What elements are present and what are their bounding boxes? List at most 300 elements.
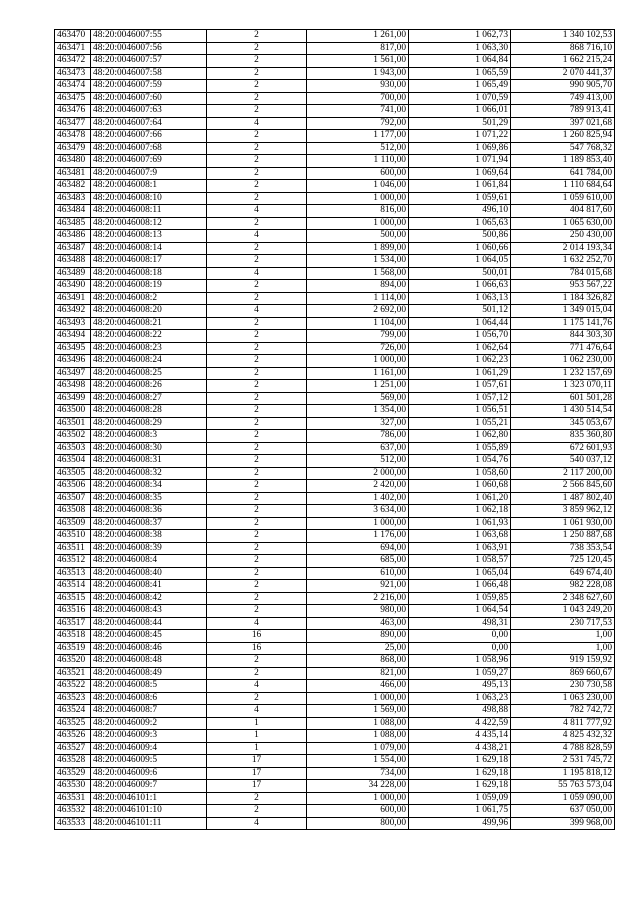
area-cell: 1 568,00 bbox=[307, 267, 409, 280]
specific-value-cell: 495,13 bbox=[409, 680, 511, 693]
specific-value-cell: 1 055,89 bbox=[409, 442, 511, 455]
type-code-cell: 2 bbox=[207, 67, 307, 80]
cadastral-value-cell: 547 768,32 bbox=[511, 142, 615, 155]
type-code-cell: 4 bbox=[207, 230, 307, 243]
area-cell: 1 402,00 bbox=[307, 492, 409, 505]
cadastral-value-cell: 55 763 573,04 bbox=[511, 780, 615, 793]
cadastral-value-cell: 990 905,70 bbox=[511, 80, 615, 93]
row-number-cell: 463476 bbox=[55, 105, 91, 118]
cadastral-number-cell: 48:20:0046008:11 bbox=[91, 205, 207, 218]
area-cell: 816,00 bbox=[307, 205, 409, 218]
cadastral-value-cell: 637 050,00 bbox=[511, 805, 615, 818]
cadastral-number-cell: 48:20:0046009:6 bbox=[91, 767, 207, 780]
area-cell: 734,00 bbox=[307, 767, 409, 780]
table-row bbox=[55, 92, 615, 105]
type-code-cell: 2 bbox=[207, 367, 307, 380]
type-code-cell: 4 bbox=[207, 817, 307, 830]
cadastral-value-cell: 1 065 630,00 bbox=[511, 217, 615, 230]
area-cell: 1 000,00 bbox=[307, 192, 409, 205]
row-number-cell: 463510 bbox=[55, 530, 91, 543]
specific-value-cell: 1 063,91 bbox=[409, 542, 511, 555]
type-code-cell: 2 bbox=[207, 542, 307, 555]
specific-value-cell: 1 057,61 bbox=[409, 380, 511, 393]
cadastral-value-cell: 230 730,58 bbox=[511, 680, 615, 693]
type-code-cell: 17 bbox=[207, 780, 307, 793]
type-code-cell: 2 bbox=[207, 805, 307, 818]
cadastral-number-cell: 48:20:0046008:13 bbox=[91, 230, 207, 243]
row-number-cell: 463516 bbox=[55, 605, 91, 618]
cadastral-number-cell: 48:20:0046009:7 bbox=[91, 780, 207, 793]
cadastral-number-cell: 48:20:0046007:69 bbox=[91, 155, 207, 168]
cadastral-number-cell: 48:20:0046008:12 bbox=[91, 217, 207, 230]
type-code-cell: 2 bbox=[207, 167, 307, 180]
row-number-cell: 463498 bbox=[55, 380, 91, 393]
area-cell: 930,00 bbox=[307, 80, 409, 93]
table-row bbox=[55, 317, 615, 330]
type-code-cell: 1 bbox=[207, 730, 307, 743]
area-cell: 800,00 bbox=[307, 817, 409, 830]
area-cell: 921,00 bbox=[307, 580, 409, 593]
cadastral-value-cell: 1 487 802,40 bbox=[511, 492, 615, 505]
cadastral-value-cell: 2 531 745,72 bbox=[511, 755, 615, 768]
type-code-cell: 2 bbox=[207, 317, 307, 330]
cadastral-number-cell: 48:20:0046008:1 bbox=[91, 180, 207, 193]
type-code-cell: 2 bbox=[207, 355, 307, 368]
specific-value-cell: 1 061,93 bbox=[409, 517, 511, 530]
row-number-cell: 463482 bbox=[55, 180, 91, 193]
row-number-cell: 463503 bbox=[55, 442, 91, 455]
cadastral-number-cell: 48:20:0046008:42 bbox=[91, 592, 207, 605]
row-number-cell: 463479 bbox=[55, 142, 91, 155]
cadastral-value-cell: 1 260 825,94 bbox=[511, 130, 615, 143]
type-code-cell: 2 bbox=[207, 480, 307, 493]
type-code-cell: 2 bbox=[207, 330, 307, 343]
table-row bbox=[55, 167, 615, 180]
cadastral-value-cell: 725 120,45 bbox=[511, 555, 615, 568]
row-number-cell: 463506 bbox=[55, 480, 91, 493]
cadastral-value-table bbox=[54, 29, 615, 830]
area-cell: 1 354,00 bbox=[307, 405, 409, 418]
row-number-cell: 463522 bbox=[55, 680, 91, 693]
area-cell: 600,00 bbox=[307, 167, 409, 180]
specific-value-cell: 0,00 bbox=[409, 630, 511, 643]
cadastral-value-cell: 3 859 962,12 bbox=[511, 505, 615, 518]
table-row bbox=[55, 542, 615, 555]
table-row bbox=[55, 367, 615, 380]
cadastral-number-cell: 48:20:0046101:1 bbox=[91, 792, 207, 805]
row-number-cell: 463474 bbox=[55, 80, 91, 93]
specific-value-cell: 498,88 bbox=[409, 705, 511, 718]
area-cell: 1 104,00 bbox=[307, 317, 409, 330]
table-row bbox=[55, 105, 615, 118]
cadastral-value-cell: 1 632 252,70 bbox=[511, 255, 615, 268]
cadastral-number-cell: 48:20:0046008:30 bbox=[91, 442, 207, 455]
table-row bbox=[55, 667, 615, 680]
table-row bbox=[55, 142, 615, 155]
cadastral-number-cell: 48:20:0046007:57 bbox=[91, 55, 207, 68]
cadastral-value-cell: 868 716,10 bbox=[511, 42, 615, 55]
cadastral-value-cell: 1 323 070,11 bbox=[511, 380, 615, 393]
table-row bbox=[55, 155, 615, 168]
row-number-cell: 463494 bbox=[55, 330, 91, 343]
cadastral-value-cell: 672 601,93 bbox=[511, 442, 615, 455]
area-cell: 821,00 bbox=[307, 667, 409, 680]
area-cell: 1 046,00 bbox=[307, 180, 409, 193]
type-code-cell: 2 bbox=[207, 555, 307, 568]
specific-value-cell: 1 064,44 bbox=[409, 317, 511, 330]
cadastral-value-cell: 1 430 514,54 bbox=[511, 405, 615, 418]
row-number-cell: 463512 bbox=[55, 555, 91, 568]
type-code-cell: 2 bbox=[207, 217, 307, 230]
specific-value-cell: 1 065,04 bbox=[409, 567, 511, 580]
cadastral-value-cell: 1 349 015,04 bbox=[511, 305, 615, 318]
type-code-cell: 2 bbox=[207, 130, 307, 143]
row-number-cell: 463532 bbox=[55, 805, 91, 818]
specific-value-cell: 1 055,21 bbox=[409, 417, 511, 430]
area-cell: 1 110,00 bbox=[307, 155, 409, 168]
type-code-cell: 4 bbox=[207, 680, 307, 693]
area-cell: 1 000,00 bbox=[307, 792, 409, 805]
type-code-cell: 2 bbox=[207, 592, 307, 605]
specific-value-cell: 1 062,23 bbox=[409, 355, 511, 368]
area-cell: 786,00 bbox=[307, 430, 409, 443]
table-row bbox=[55, 180, 615, 193]
specific-value-cell: 1 069,64 bbox=[409, 167, 511, 180]
type-code-cell: 1 bbox=[207, 742, 307, 755]
table-row bbox=[55, 480, 615, 493]
table-row bbox=[55, 655, 615, 668]
table-row bbox=[55, 617, 615, 630]
cadastral-number-cell: 48:20:0046008:38 bbox=[91, 530, 207, 543]
table-row bbox=[55, 630, 615, 643]
area-cell: 1 251,00 bbox=[307, 380, 409, 393]
row-number-cell: 463519 bbox=[55, 642, 91, 655]
type-code-cell: 2 bbox=[207, 430, 307, 443]
cadastral-value-cell: 869 660,67 bbox=[511, 667, 615, 680]
type-code-cell: 2 bbox=[207, 530, 307, 543]
area-cell: 1 177,00 bbox=[307, 130, 409, 143]
specific-value-cell: 1 059,27 bbox=[409, 667, 511, 680]
type-code-cell: 4 bbox=[207, 267, 307, 280]
row-number-cell: 463523 bbox=[55, 692, 91, 705]
row-number-cell: 463508 bbox=[55, 505, 91, 518]
table-row bbox=[55, 580, 615, 593]
row-number-cell: 463526 bbox=[55, 730, 91, 743]
area-cell: 2 000,00 bbox=[307, 467, 409, 480]
table-row bbox=[55, 730, 615, 743]
type-code-cell: 4 bbox=[207, 305, 307, 318]
cadastral-number-cell: 48:20:0046008:39 bbox=[91, 542, 207, 555]
table-row bbox=[55, 280, 615, 293]
cadastral-value-cell: 1 043 249,20 bbox=[511, 605, 615, 618]
area-cell: 2 420,00 bbox=[307, 480, 409, 493]
row-number-cell: 463470 bbox=[55, 30, 91, 43]
row-number-cell: 463490 bbox=[55, 280, 91, 293]
area-cell: 817,00 bbox=[307, 42, 409, 55]
cadastral-value-cell: 1 662 215,24 bbox=[511, 55, 615, 68]
table-row bbox=[55, 642, 615, 655]
cadastral-value-cell: 1,00 bbox=[511, 630, 615, 643]
area-cell: 1 569,00 bbox=[307, 705, 409, 718]
cadastral-number-cell: 48:20:0046008:14 bbox=[91, 242, 207, 255]
cadastral-number-cell: 48:20:0046007:9 bbox=[91, 167, 207, 180]
cadastral-number-cell: 48:20:0046008:4 bbox=[91, 555, 207, 568]
area-cell: 2 692,00 bbox=[307, 305, 409, 318]
area-cell: 1 079,00 bbox=[307, 742, 409, 755]
row-number-cell: 463501 bbox=[55, 417, 91, 430]
specific-value-cell: 1 071,94 bbox=[409, 155, 511, 168]
area-cell: 894,00 bbox=[307, 280, 409, 293]
cadastral-number-cell: 48:20:0046008:25 bbox=[91, 367, 207, 380]
table-row bbox=[55, 330, 615, 343]
specific-value-cell: 1 059,85 bbox=[409, 592, 511, 605]
row-number-cell: 463477 bbox=[55, 117, 91, 130]
type-code-cell: 2 bbox=[207, 392, 307, 405]
type-code-cell: 4 bbox=[207, 705, 307, 718]
area-cell: 1 088,00 bbox=[307, 717, 409, 730]
table-row bbox=[55, 467, 615, 480]
table-row bbox=[55, 567, 615, 580]
table-row bbox=[55, 442, 615, 455]
cadastral-number-cell: 48:20:0046007:63 bbox=[91, 105, 207, 118]
row-number-cell: 463531 bbox=[55, 792, 91, 805]
type-code-cell: 2 bbox=[207, 667, 307, 680]
table-row bbox=[55, 380, 615, 393]
specific-value-cell: 1 063,30 bbox=[409, 42, 511, 55]
cadastral-number-cell: 48:20:0046008:5 bbox=[91, 680, 207, 693]
type-code-cell: 2 bbox=[207, 192, 307, 205]
specific-value-cell: 1 054,76 bbox=[409, 455, 511, 468]
area-cell: 1 088,00 bbox=[307, 730, 409, 743]
row-number-cell: 463533 bbox=[55, 817, 91, 830]
area-cell: 726,00 bbox=[307, 342, 409, 355]
table-row bbox=[55, 780, 615, 793]
cadastral-value-cell: 4 788 828,59 bbox=[511, 742, 615, 755]
cadastral-number-cell: 48:20:0046009:5 bbox=[91, 755, 207, 768]
specific-value-cell: 1 062,64 bbox=[409, 342, 511, 355]
table-row bbox=[55, 255, 615, 268]
cadastral-number-cell: 48:20:0046007:64 bbox=[91, 117, 207, 130]
row-number-cell: 463495 bbox=[55, 342, 91, 355]
cadastral-number-cell: 48:20:0046008:48 bbox=[91, 655, 207, 668]
specific-value-cell: 1 629,18 bbox=[409, 767, 511, 780]
specific-value-cell: 499,96 bbox=[409, 817, 511, 830]
row-number-cell: 463514 bbox=[55, 580, 91, 593]
cadastral-number-cell: 48:20:0046008:35 bbox=[91, 492, 207, 505]
specific-value-cell: 4 422,59 bbox=[409, 717, 511, 730]
cadastral-value-cell: 1,00 bbox=[511, 642, 615, 655]
specific-value-cell: 1 062,18 bbox=[409, 505, 511, 518]
row-number-cell: 463521 bbox=[55, 667, 91, 680]
row-number-cell: 463502 bbox=[55, 430, 91, 443]
cadastral-value-cell: 789 913,41 bbox=[511, 105, 615, 118]
specific-value-cell: 1 069,86 bbox=[409, 142, 511, 155]
specific-value-cell: 1 066,48 bbox=[409, 580, 511, 593]
row-number-cell: 463520 bbox=[55, 655, 91, 668]
specific-value-cell: 1 070,59 bbox=[409, 92, 511, 105]
cadastral-number-cell: 48:20:0046008:29 bbox=[91, 417, 207, 430]
area-cell: 610,00 bbox=[307, 567, 409, 580]
cadastral-number-cell: 48:20:0046008:23 bbox=[91, 342, 207, 355]
area-cell: 1 000,00 bbox=[307, 355, 409, 368]
row-number-cell: 463493 bbox=[55, 317, 91, 330]
specific-value-cell: 500,86 bbox=[409, 230, 511, 243]
row-number-cell: 463496 bbox=[55, 355, 91, 368]
table-row bbox=[55, 267, 615, 280]
area-cell: 1 899,00 bbox=[307, 242, 409, 255]
cadastral-value-cell: 738 353,54 bbox=[511, 542, 615, 555]
table-row bbox=[55, 342, 615, 355]
specific-value-cell: 1 058,60 bbox=[409, 467, 511, 480]
cadastral-number-cell: 48:20:0046008:2 bbox=[91, 292, 207, 305]
area-cell: 569,00 bbox=[307, 392, 409, 405]
cadastral-number-cell: 48:20:0046008:7 bbox=[91, 705, 207, 718]
table-row bbox=[55, 817, 615, 830]
type-code-cell: 2 bbox=[207, 280, 307, 293]
type-code-cell: 2 bbox=[207, 417, 307, 430]
row-number-cell: 463500 bbox=[55, 405, 91, 418]
type-code-cell: 17 bbox=[207, 755, 307, 768]
cadastral-value-cell: 4 825 432,32 bbox=[511, 730, 615, 743]
row-number-cell: 463499 bbox=[55, 392, 91, 405]
area-cell: 2 216,00 bbox=[307, 592, 409, 605]
area-cell: 637,00 bbox=[307, 442, 409, 455]
type-code-cell: 1 bbox=[207, 717, 307, 730]
row-number-cell: 463483 bbox=[55, 192, 91, 205]
cadastral-number-cell: 48:20:0046008:27 bbox=[91, 392, 207, 405]
type-code-cell: 2 bbox=[207, 467, 307, 480]
table-row bbox=[55, 392, 615, 405]
specific-value-cell: 1 066,01 bbox=[409, 105, 511, 118]
table-row bbox=[55, 417, 615, 430]
specific-value-cell: 498,31 bbox=[409, 617, 511, 630]
table-row bbox=[55, 692, 615, 705]
table-row bbox=[55, 455, 615, 468]
table-row bbox=[55, 492, 615, 505]
cadastral-number-cell: 48:20:0046007:56 bbox=[91, 42, 207, 55]
specific-value-cell: 1 057,12 bbox=[409, 392, 511, 405]
type-code-cell: 2 bbox=[207, 180, 307, 193]
row-number-cell: 463505 bbox=[55, 467, 91, 480]
area-cell: 1 554,00 bbox=[307, 755, 409, 768]
specific-value-cell: 1 061,29 bbox=[409, 367, 511, 380]
cadastral-value-cell: 982 228,08 bbox=[511, 580, 615, 593]
type-code-cell: 2 bbox=[207, 142, 307, 155]
specific-value-cell: 1 065,63 bbox=[409, 217, 511, 230]
cadastral-value-cell: 2 566 845,60 bbox=[511, 480, 615, 493]
table-row bbox=[55, 242, 615, 255]
cadastral-number-cell: 48:20:0046008:45 bbox=[91, 630, 207, 643]
area-cell: 512,00 bbox=[307, 455, 409, 468]
row-number-cell: 463529 bbox=[55, 767, 91, 780]
area-cell: 512,00 bbox=[307, 142, 409, 155]
specific-value-cell: 1 060,68 bbox=[409, 480, 511, 493]
area-cell: 868,00 bbox=[307, 655, 409, 668]
type-code-cell: 2 bbox=[207, 792, 307, 805]
type-code-cell: 2 bbox=[207, 605, 307, 618]
area-cell: 463,00 bbox=[307, 617, 409, 630]
table-row bbox=[55, 805, 615, 818]
table-row bbox=[55, 30, 615, 43]
table-row bbox=[55, 430, 615, 443]
cadastral-number-cell: 48:20:0046008:46 bbox=[91, 642, 207, 655]
type-code-cell: 2 bbox=[207, 80, 307, 93]
table-row bbox=[55, 592, 615, 605]
specific-value-cell: 4 438,21 bbox=[409, 742, 511, 755]
cadastral-value-cell: 1 062 230,00 bbox=[511, 355, 615, 368]
row-number-cell: 463471 bbox=[55, 42, 91, 55]
row-number-cell: 463509 bbox=[55, 517, 91, 530]
table-row bbox=[55, 405, 615, 418]
specific-value-cell: 1 062,73 bbox=[409, 30, 511, 43]
row-number-cell: 463527 bbox=[55, 742, 91, 755]
row-number-cell: 463524 bbox=[55, 705, 91, 718]
row-number-cell: 463507 bbox=[55, 492, 91, 505]
cadastral-number-cell: 48:20:0046008:17 bbox=[91, 255, 207, 268]
table-row bbox=[55, 755, 615, 768]
cadastral-value-cell: 1 063 230,00 bbox=[511, 692, 615, 705]
area-cell: 890,00 bbox=[307, 630, 409, 643]
type-code-cell: 2 bbox=[207, 580, 307, 593]
row-number-cell: 463487 bbox=[55, 242, 91, 255]
cadastral-number-cell: 48:20:0046008:26 bbox=[91, 380, 207, 393]
specific-value-cell: 501,29 bbox=[409, 117, 511, 130]
cadastral-number-cell: 48:20:0046008:19 bbox=[91, 280, 207, 293]
type-code-cell: 16 bbox=[207, 630, 307, 643]
type-code-cell: 4 bbox=[207, 205, 307, 218]
cadastral-value-cell: 1 059 090,00 bbox=[511, 792, 615, 805]
specific-value-cell: 1 063,13 bbox=[409, 292, 511, 305]
specific-value-cell: 1 064,54 bbox=[409, 605, 511, 618]
area-cell: 1 000,00 bbox=[307, 217, 409, 230]
table-row bbox=[55, 80, 615, 93]
cadastral-number-cell: 48:20:0046008:32 bbox=[91, 467, 207, 480]
table-row bbox=[55, 117, 615, 130]
cadastral-number-cell: 48:20:0046101:11 bbox=[91, 817, 207, 830]
cadastral-number-cell: 48:20:0046007:60 bbox=[91, 92, 207, 105]
area-cell: 1 943,00 bbox=[307, 67, 409, 80]
cadastral-number-cell: 48:20:0046101:10 bbox=[91, 805, 207, 818]
type-code-cell: 2 bbox=[207, 105, 307, 118]
cadastral-value-cell: 771 476,64 bbox=[511, 342, 615, 355]
area-cell: 1 534,00 bbox=[307, 255, 409, 268]
type-code-cell: 2 bbox=[207, 492, 307, 505]
table-row bbox=[55, 530, 615, 543]
cadastral-number-cell: 48:20:0046007:55 bbox=[91, 30, 207, 43]
specific-value-cell: 1 064,84 bbox=[409, 55, 511, 68]
cadastral-number-cell: 48:20:0046008:43 bbox=[91, 605, 207, 618]
row-number-cell: 463486 bbox=[55, 230, 91, 243]
cadastral-value-cell: 649 674,40 bbox=[511, 567, 615, 580]
table-row bbox=[55, 292, 615, 305]
type-code-cell: 2 bbox=[207, 405, 307, 418]
cadastral-number-cell: 48:20:0046007:58 bbox=[91, 67, 207, 80]
specific-value-cell: 1 061,20 bbox=[409, 492, 511, 505]
cadastral-number-cell: 48:20:0046008:24 bbox=[91, 355, 207, 368]
cadastral-value-cell: 1 059 610,00 bbox=[511, 192, 615, 205]
cadastral-value-cell: 1 250 887,68 bbox=[511, 530, 615, 543]
specific-value-cell: 1 062,80 bbox=[409, 430, 511, 443]
cadastral-number-cell: 48:20:0046008:31 bbox=[91, 455, 207, 468]
row-number-cell: 463513 bbox=[55, 567, 91, 580]
table-row bbox=[55, 680, 615, 693]
cadastral-value-cell: 399 968,00 bbox=[511, 817, 615, 830]
table-row bbox=[55, 517, 615, 530]
area-cell: 1 161,00 bbox=[307, 367, 409, 380]
specific-value-cell: 500,01 bbox=[409, 267, 511, 280]
area-cell: 3 634,00 bbox=[307, 505, 409, 518]
cadastral-number-cell: 48:20:0046008:40 bbox=[91, 567, 207, 580]
